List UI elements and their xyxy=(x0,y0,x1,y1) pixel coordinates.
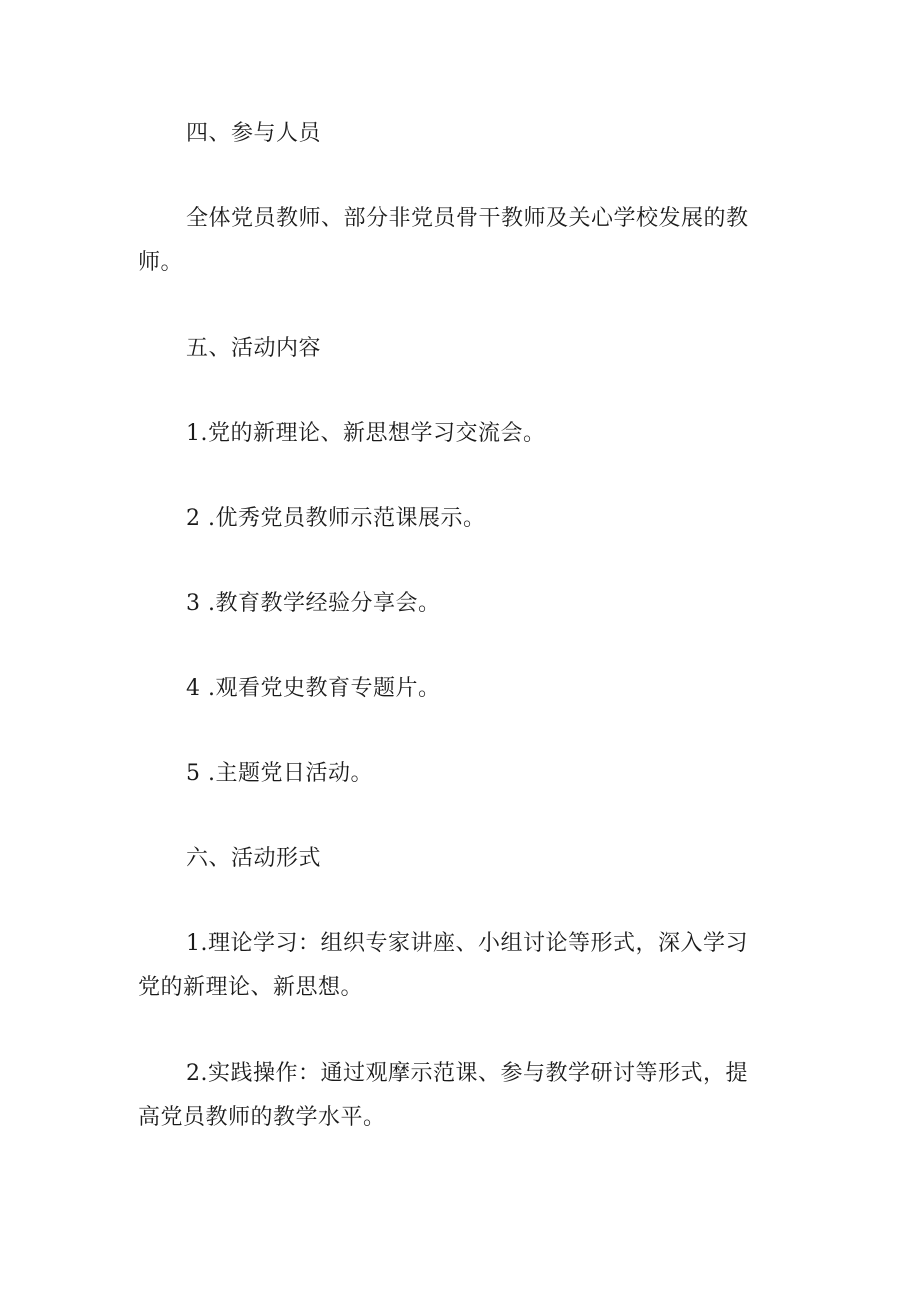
section-5-item-4: 4 .观看党史教育专题片。 xyxy=(186,676,441,701)
section-5-item-3: 3 .教育教学经验分享会。 xyxy=(186,591,441,616)
section-5-heading: 五、活动内容 xyxy=(186,336,322,361)
section-6-item-2-line-1: 2.实践操作：通过观摩示范课、参与教学研讨等形式，提 xyxy=(186,1061,748,1086)
section-6-item-1-line-2: 党的新理论、新思想。 xyxy=(138,975,364,1000)
section-5-item-5: 5 .主题党日活动。 xyxy=(186,761,373,786)
section-4-paragraph-line-1: 全体党员教师、部分非党员骨干教师及关心学校发展的教 xyxy=(186,206,749,231)
section-6-item-1-line-1: 1.理论学习：组织专家讲座、小组讨论等形式，深入学习 xyxy=(186,931,748,956)
section-5-item-2: 2 .优秀党员教师示范课展示。 xyxy=(186,506,486,531)
section-6-heading: 六、活动形式 xyxy=(186,846,322,871)
section-4-heading: 四、参与人员 xyxy=(186,121,322,146)
section-5-item-1: 1.党的新理论、新思想学习交流会。 xyxy=(186,421,546,446)
section-4-paragraph-line-2: 师。 xyxy=(138,250,184,275)
section-6-item-2-line-2: 高党员教师的教学水平。 xyxy=(138,1105,386,1130)
